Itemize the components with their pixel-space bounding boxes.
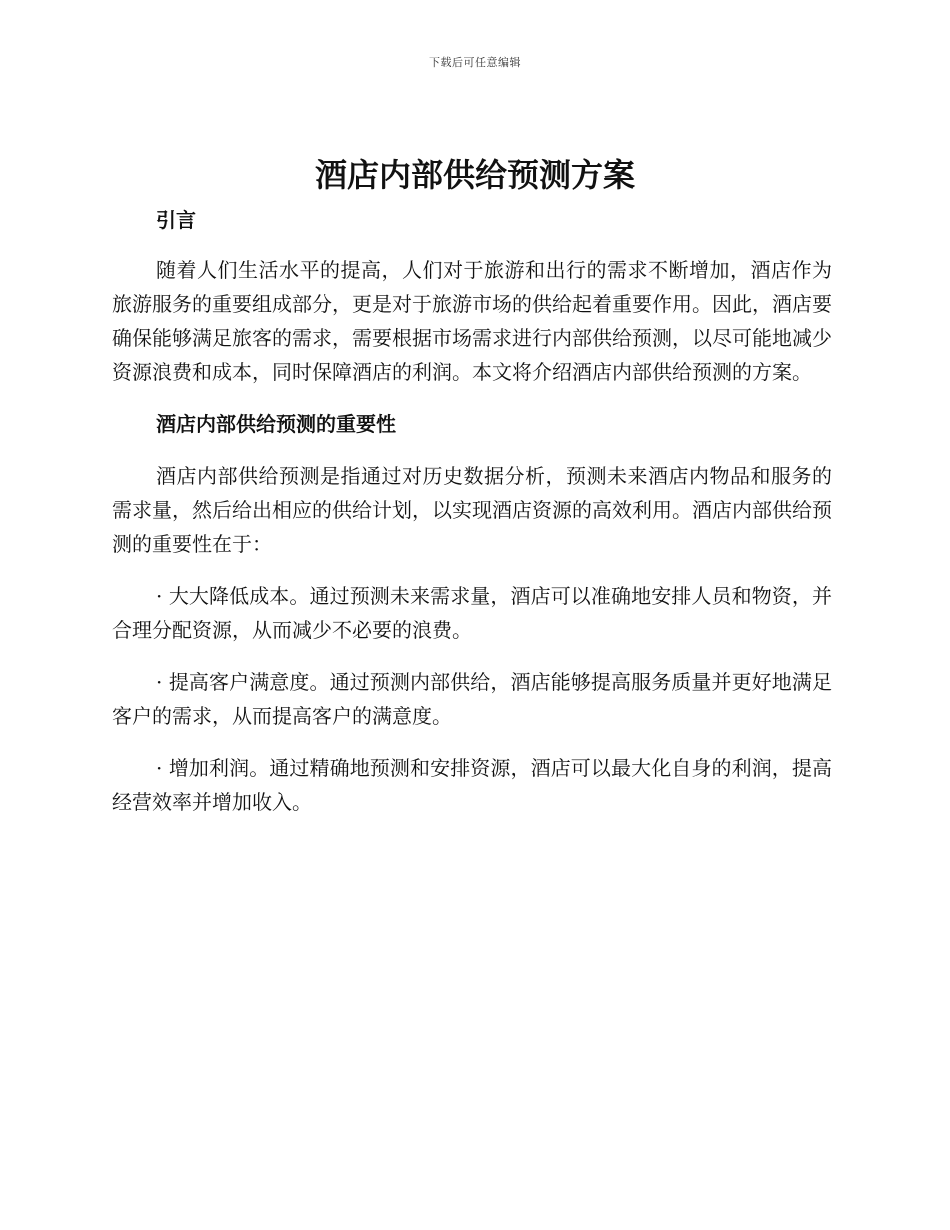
intro-paragraph: 随着人们生活水平的提高，人们对于旅游和出行的需求不断增加，酒店作为旅游服务的重要组成部分，更是对于旅游市场的供给起着重要作用。因此，酒店要确保能够满足旅客的需求，需要根据市场需求进行内部供给预测，以尽可能地减少资源浪费和成本，同时保障酒店的利润。本文将介绍酒店内部供给预测的方案。 — [112, 258, 832, 384]
section-heading-importance: 酒店内部供给预测的重要性 — [156, 412, 396, 436]
header-note: 下载后可任意编辑 — [429, 56, 521, 69]
document-title: 酒店内部供给预测方案 — [314, 156, 635, 194]
importance-paragraph: 酒店内部供给预测是指通过对历史数据分析，预测未来酒店内物品和服务的需求量，然后给出相应的供给计划，以实现酒店资源的高效利用。酒店内部供给预测的重要性在于： — [112, 464, 832, 556]
bullet-item-profit: · 增加利润。通过精确地预测和安排资源，酒店可以最大化自身的利润，提高经营效率并增加收入。 — [112, 756, 832, 814]
section-heading-intro: 引言 — [156, 208, 196, 232]
document-body — [112, 203, 832, 819]
bullet-item-cost: · 大大降低成本。通过预测未来需求量，酒店可以准确地安排人员和物资，并合理分配资源，从而减少不必要的浪费。 — [112, 584, 832, 642]
bullet-item-satisfaction: · 提高客户满意度。通过预测内部供给，酒店能够提高服务质量并更好地满足客户的需求，从而提高客户的满意度。 — [112, 670, 832, 728]
